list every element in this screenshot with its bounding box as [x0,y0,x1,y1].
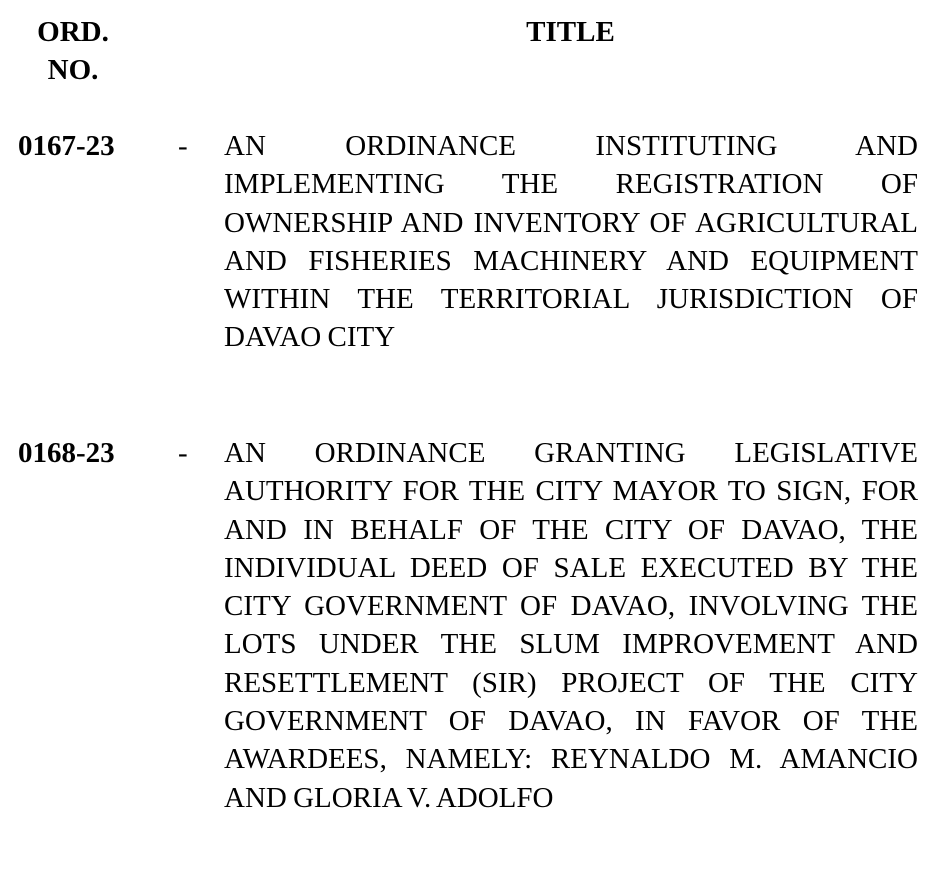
ordinance-title: AN ORDINANCE GRANTING LEGISLATIVE AUTHORITY FOR THE CITY MAYOR TO SIGN, FOR AND IN BEHALF OF THE CITY OF DAVAO, THE INDIVIDUAL DEED OF SALE EXECUTED BY THE CITY GOVERNMENT OF DAVAO, INVOLVING THE LOTS UNDER THE SLUM IMPROVEMENT AND RESETTLEMENT (SIR) PROJECT OF THE CITY GOVERNMENT OF DAVAO, IN FAVOR OF THE AWARDEES, NAMELY: REYNALDO M. AMANCIO AND GLORIA V. ADOLFO [224,437,918,814]
column-header-title: TITLE [526,16,615,48]
entry-separator: - [178,437,188,469]
ordinance-number: 0167-23 [18,130,115,162]
column-header-ord-no: ORD. NO. [37,16,109,86]
entry-separator: - [178,130,188,162]
ordinance-title: AN ORDINANCE INSTITUTING AND IMPLEMENTING THE REGISTRATION OF OWNERSHIP AND INVENTORY OF AGRICULTURAL AND FISHERIES MACHINERY AND EQUIPMENT WITHIN THE TERRITORIAL JURISDICTION OF DAVAO CITY [224,130,918,354]
ordinance-number: 0168-23 [18,437,115,469]
